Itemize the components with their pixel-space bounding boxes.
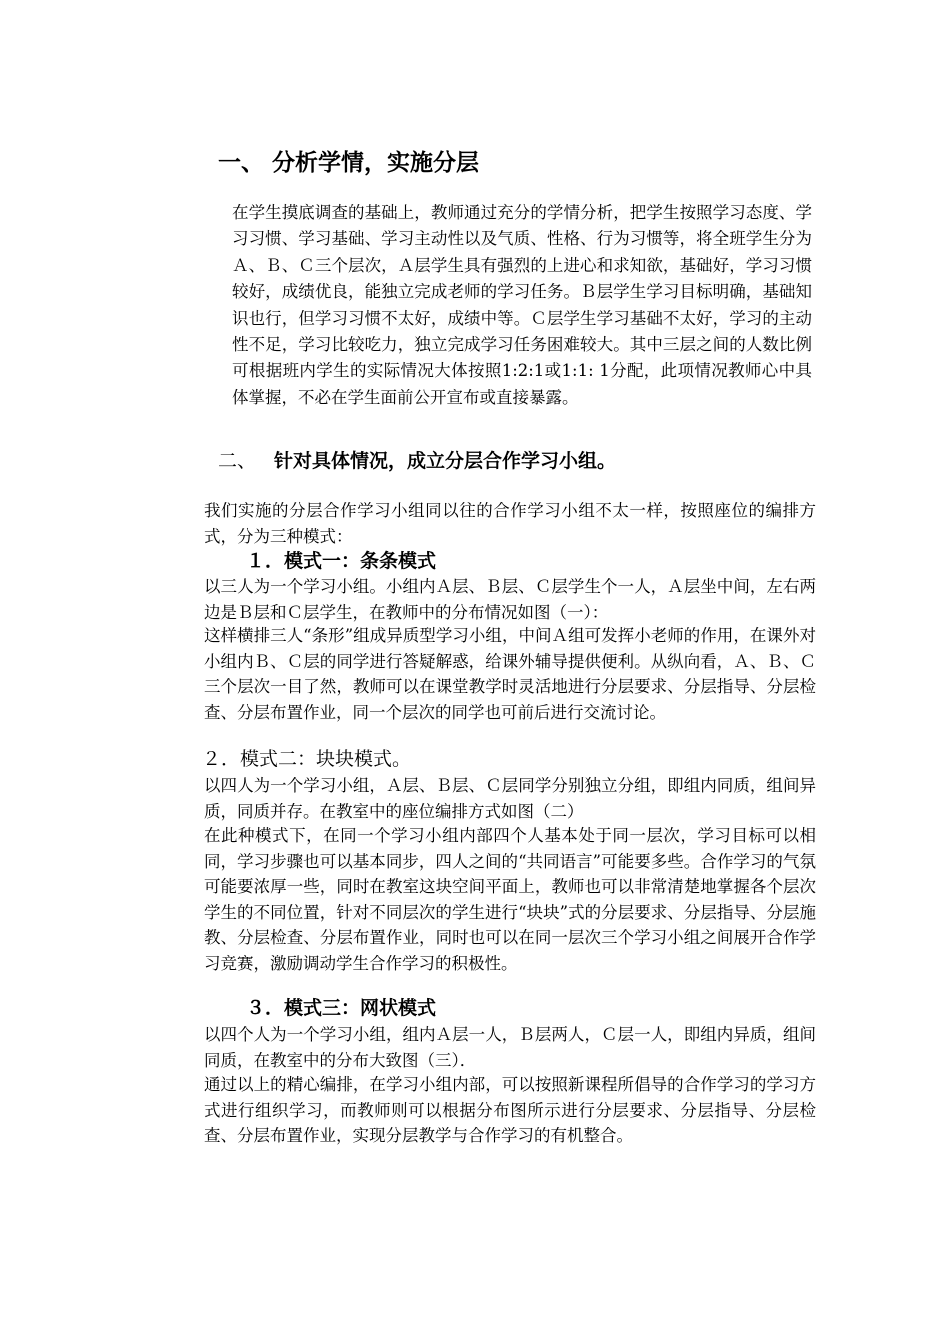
- section1-heading: 一、 分析学情，实施分层: [218, 150, 480, 176]
- section2-intro: 我们实施的分层合作学习小组同以往的合作学习小组不太一样，按照座位的编排方式，分为三种模式：: [204, 501, 816, 546]
- mode2-paragraph-1: 以四人为一个学习小组，Ａ层、Ｂ层、Ｃ层同学分别独立分组，即组内同质，组间异质，同质并存。在教室中的座位编排方式如图（二）: [204, 776, 816, 821]
- mode1-title: １．模式一：条条模式: [246, 550, 437, 572]
- section2-number: 二、: [218, 450, 257, 472]
- mode1-paragraph-1: 以三人为一个学习小组。小组内Ａ层、Ｂ层、Ｃ层学生个一人，Ａ层坐中间，左右两边是Ｂ层和Ｃ层学生，在教师中的分布情况如图（一）：: [204, 577, 816, 622]
- mode3-paragraph-1: 以四个人为一个学习小组，组内Ａ层一人，Ｂ层两人，Ｃ层一人，即组内异质，组间同质，在教室中的分布大致图（三）．: [204, 1025, 816, 1070]
- mode2-paragraph-2: 在此种模式下，在同一个学习小组内部四个人基本处于同一层次，学习目标可以相同，学习步骤也可以基本同步，四人之间的“共同语言”可能要多些。合作学习的气氛可能要浓厚一些，同时在教室这块空间平面上，教师也可以非常清楚地掌握各个层次学生的不同位置，针对不同层次的学生进行“块块”式的分层要求、分层指导、分层施教、分层检查、分层布置作业，同时也可以在同一层次三个学习小组之间展开合作学习竞赛，激励调动学生合作学习的积极性。: [204, 826, 816, 973]
- mode3-paragraph-2: 通过以上的精心编排，在学习小组内部，可以按照新课程所倡导的合作学习的学习方式进行组织学习，而教师则可以根据分布图所示进行分层要求、分层指导、分层检查、分层布置作业，实现分层教学与合作学习的有机整合。: [204, 1075, 816, 1145]
- mode1-paragraph-2: 这样横排三人“条形”组成异质型学习小组，中间Ａ组可发挥小老师的作用，在课外对小组内Ｂ、Ｃ层的同学进行答疑解惑，给课外辅导提供便利。从纵向看，Ａ、Ｂ、Ｃ三个层次一目了然，教师可以在课堂教学时灵活地进行分层要求、分层指导、分层检查、分层布置作业，同一个层次的同学也可前后进行交流讨论。: [204, 626, 816, 722]
- mode3-title: ３．模式三：网状模式: [246, 997, 437, 1019]
- mode2-title: ２．模式二：块块模式。: [202, 748, 412, 770]
- section1-paragraph: 在学生摸底调查的基础上，教师通过充分的学情分析，把学生按照学习态度、学习习惯、学习基础、学习主动性以及气质、性格、行为习惯等，将全班学生分为Ａ、Ｂ、Ｃ三个层次，Ａ层学生具有强烈的上进心和求知欲，基础好，学习习惯较好，成绩优良，能独立完成老师的学习任务。Ｂ层学生学习目标明确，基础知识也行，但学习习惯不太好，成绩中等。Ｃ层学生学习基础不太好，学习的主动性不足，学习比较吃力，独立完成学习任务困难较大。其中三层之间的人数比例可根据班内学生的实际情况大体按照1:2:1或1:1: 1分配，此项情况教师心中具体掌握，不必在学生面前公开宣布或直接暴露。: [232, 203, 812, 407]
- section2-heading: 针对具体情况，成立分层合作学习小组。: [274, 450, 617, 472]
